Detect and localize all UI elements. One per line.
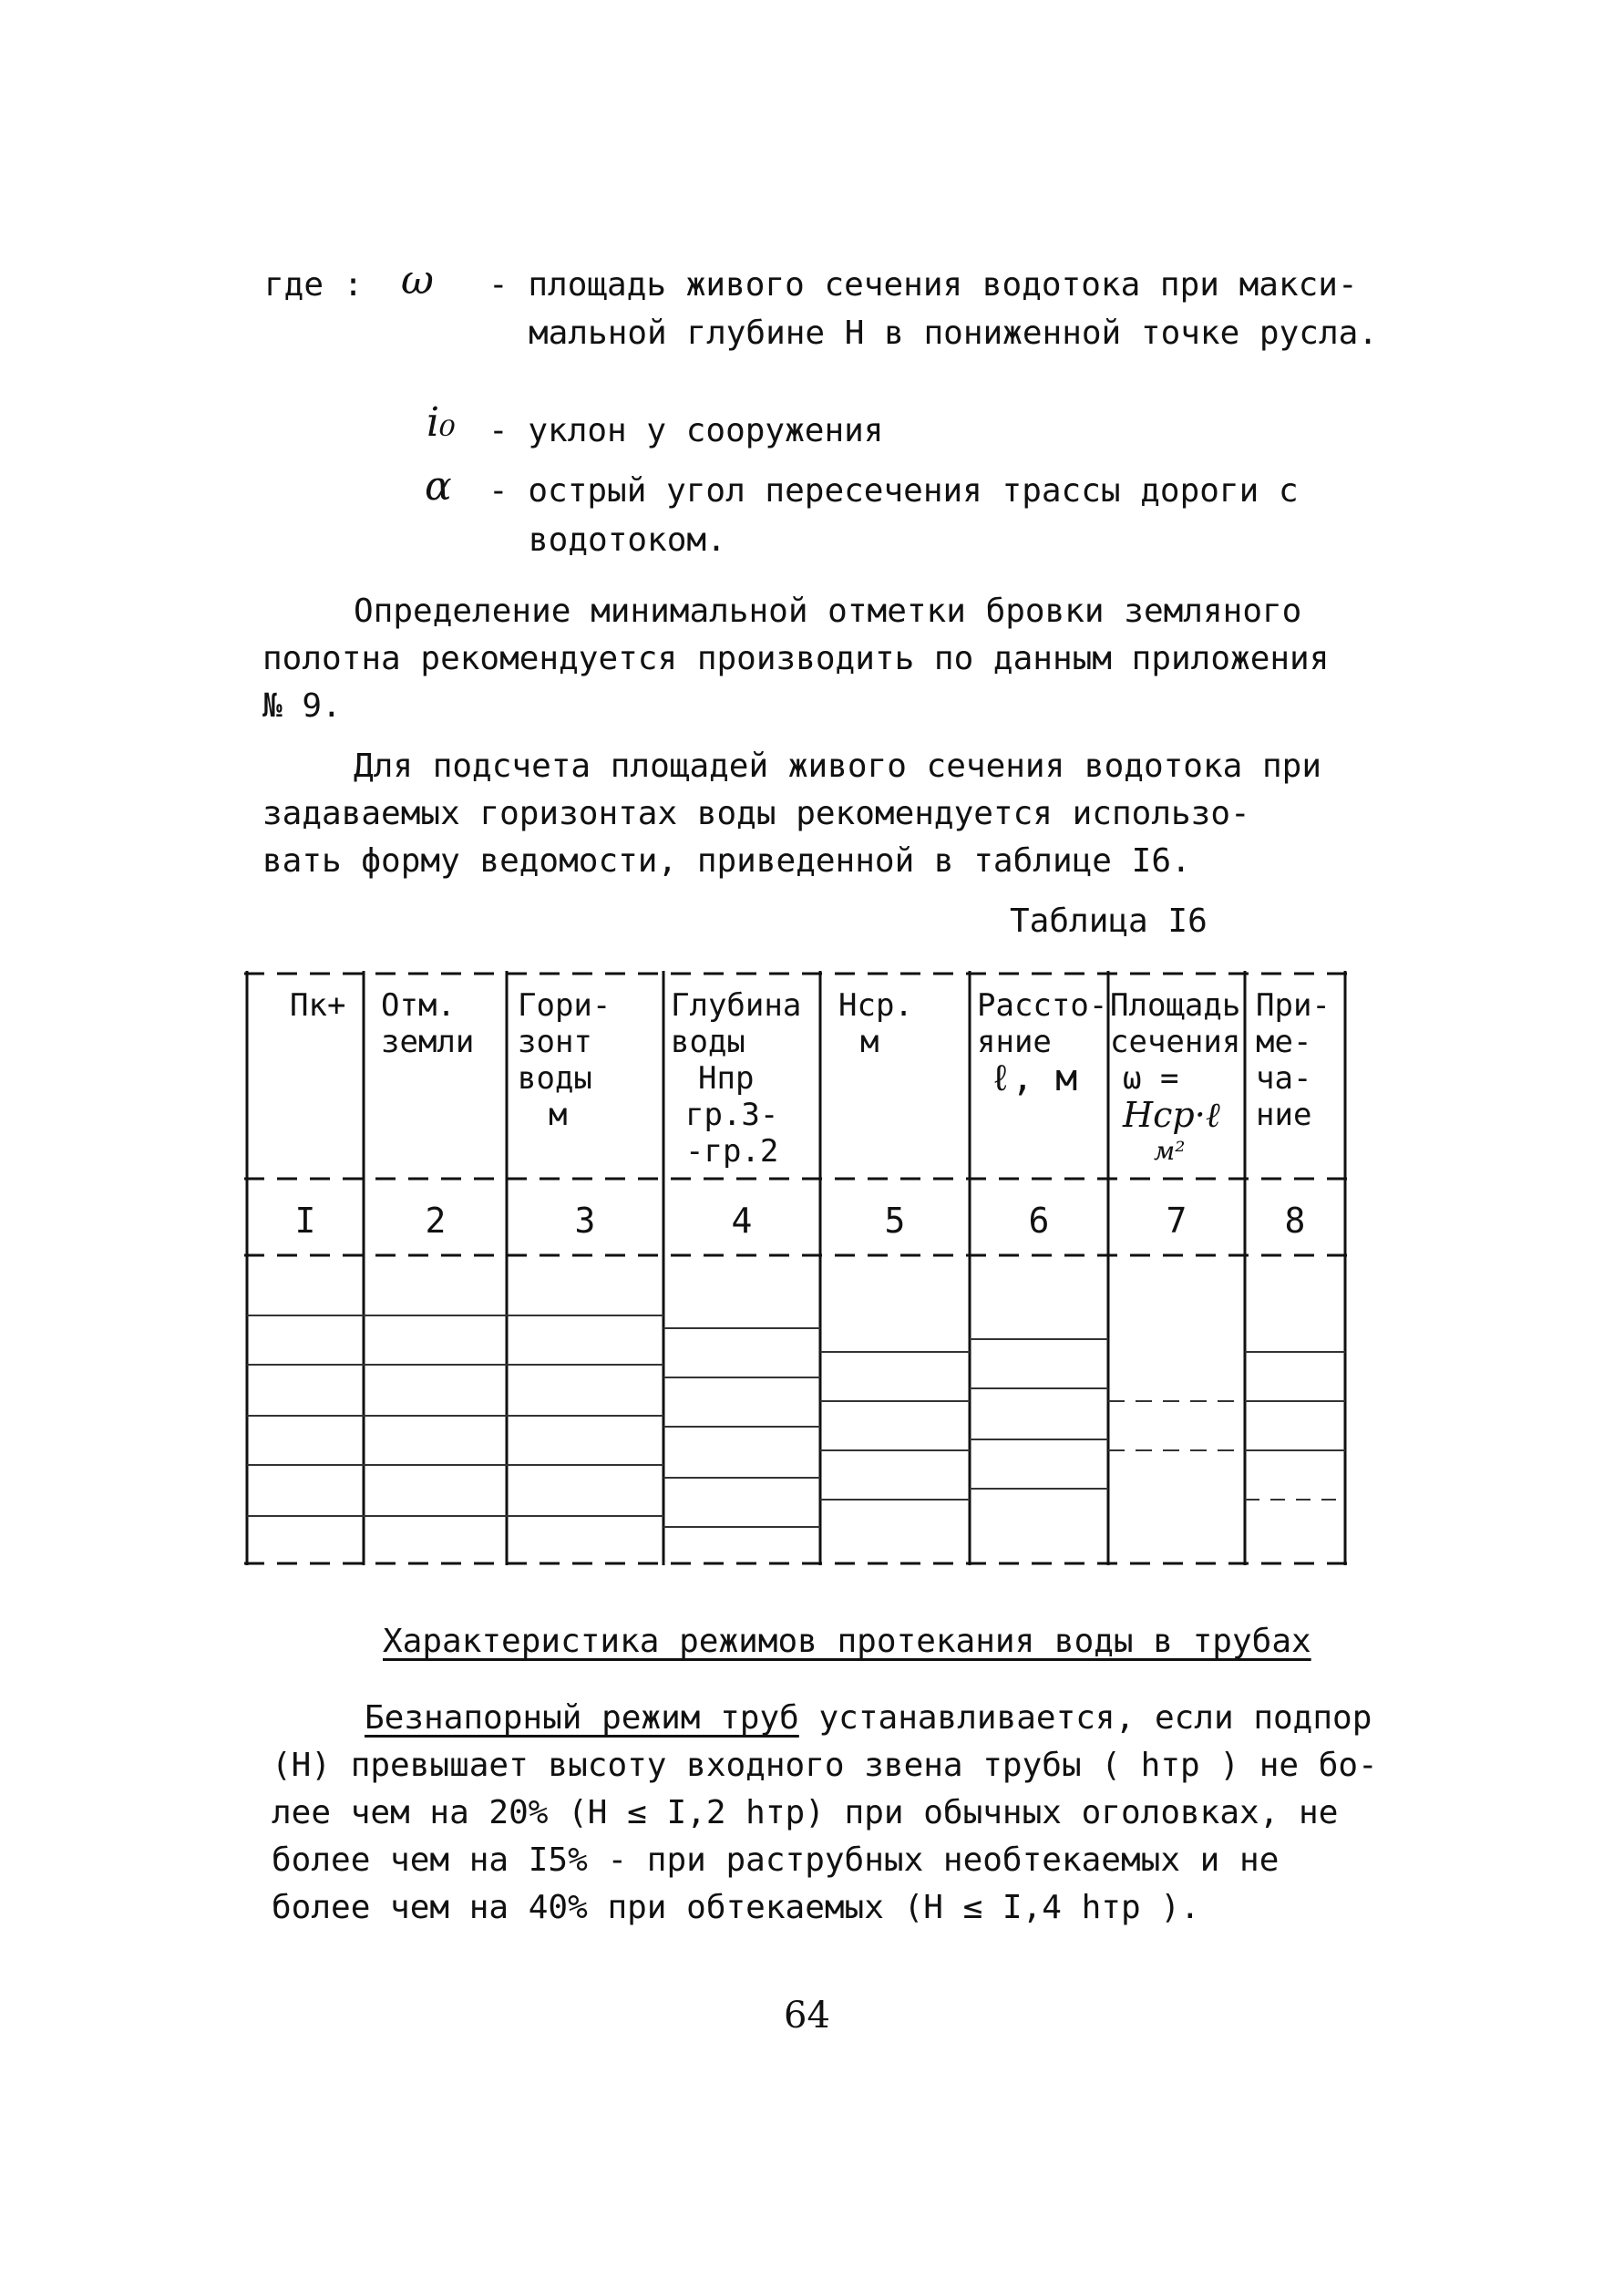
- section-body-line4: более чем на I5% - при раструбных необтекаемых и не: [272, 1841, 1280, 1879]
- paragraph2-line1: Для подсчета площадей живого сечения водотока при: [354, 748, 1322, 785]
- column-number-5: 5: [884, 1201, 906, 1241]
- header-ground-mark: Отм. земли: [381, 987, 475, 1060]
- section-body-line1: Безнапорный режим труб устанавливается, если подпор: [365, 1699, 1372, 1737]
- table-caption: Таблица I6: [1010, 902, 1208, 940]
- header-distance: Рассто- яние ℓ, м: [977, 987, 1108, 1099]
- section-body-line3: лее чем на 20% (H ≤ I,2 hтр) при обычных оголовках, не: [272, 1794, 1339, 1831]
- i0-symbol: i₀: [427, 399, 456, 446]
- section-body-line5: более чем на 40% при обтекаемых (H ≤ I,4 hтр ).: [272, 1889, 1200, 1926]
- section-body-line2: (H) превышает высоту входного звена трубы ( hтр ) не бо-: [272, 1747, 1378, 1784]
- header-note: При- ме- ча- ние: [1256, 987, 1331, 1133]
- header-pk: Пк+: [290, 987, 346, 1024]
- paragraph1-line3: № 9.: [262, 687, 342, 725]
- where-label: где :: [264, 266, 364, 304]
- column-number-3: 3: [574, 1201, 596, 1241]
- paragraph1-line2: полотна рекомендуется производить по данным приложения: [262, 640, 1330, 677]
- paragraph2-line3: вать форму ведомости, приведенной в таблице I6.: [262, 842, 1191, 880]
- paragraph1-line1: Определение минимальной отметки бровки земляного: [354, 593, 1302, 630]
- alpha-symbol: α: [425, 463, 452, 510]
- section-heading: Характеристика режимов протекания воды в трубах: [383, 1623, 1311, 1660]
- page-number: 64: [784, 1995, 830, 2037]
- omega-symbol: ω: [401, 257, 434, 304]
- column-number-2: 2: [425, 1201, 447, 1241]
- section-body-term: Безнапорный режим труб: [365, 1699, 799, 1737]
- column-number-4: 4: [731, 1201, 753, 1241]
- header-water-depth: Глубина воды Hпр гр.3- -гр.2: [671, 987, 802, 1170]
- alpha-definition-line1: - острый угол пересечения трассы дороги с: [488, 472, 1299, 510]
- column-number-6: 6: [1028, 1201, 1050, 1241]
- header-h-avg: Hср. м: [838, 987, 913, 1060]
- omega-definition-line1: - площадь живого сечения водотока при макси-: [488, 266, 1358, 304]
- i0-definition: - уклон у сооружения: [488, 412, 884, 449]
- column-number-8: 8: [1284, 1201, 1306, 1241]
- omega-definition-line2: мальной глубине H в пониженной точке русла.: [529, 315, 1378, 352]
- table-16: [244, 971, 1349, 1568]
- column-number-7: 7: [1166, 1201, 1187, 1241]
- header-water-horizon: Гори- зонт воды м: [518, 987, 612, 1133]
- column-number-1: I: [294, 1201, 316, 1241]
- header-section-area: Площадь сечения ω = Hср·ℓ м²: [1110, 987, 1241, 1166]
- alpha-definition-line2: водотоком.: [529, 521, 726, 559]
- paragraph2-line2: задаваемых горизонтах воды рекомендуется использо-: [262, 795, 1250, 832]
